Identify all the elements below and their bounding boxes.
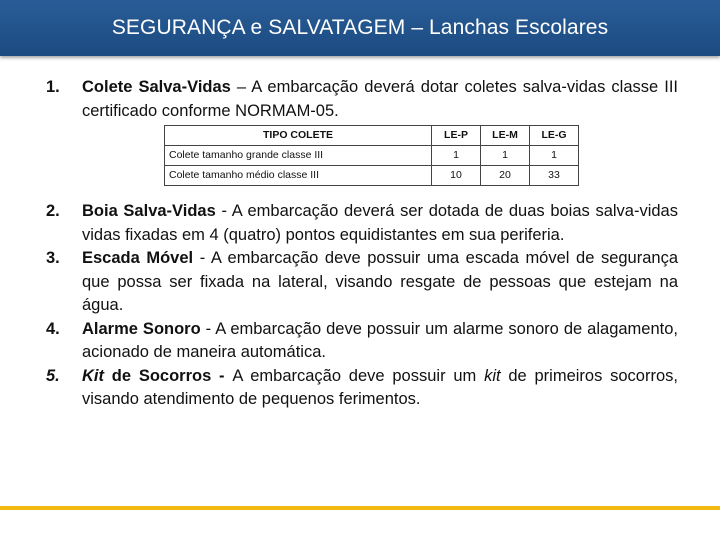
item-text-italic: kit [484, 366, 501, 385]
list-item-escada [38, 247, 678, 318]
table-cell: 1 [530, 146, 579, 166]
list-item-boia [38, 200, 678, 247]
item-number: 3. [46, 249, 60, 267]
item-term: Escada Móvel [82, 249, 194, 267]
colete-table [164, 125, 579, 186]
footer-accent-line [0, 506, 720, 510]
list-item-alarme [38, 318, 678, 365]
table-row [165, 166, 579, 186]
list-item-colete [38, 76, 678, 123]
table-cell: 1 [481, 146, 530, 166]
item-number: 1. [46, 78, 60, 96]
item-separator: - [200, 319, 216, 338]
item-text: de primeiros socorros, visando atendimento de pequenos ferimentos. [82, 366, 678, 408]
item-separator: - [215, 202, 232, 220]
table-header-cell: LE-G [530, 126, 579, 146]
list-item-kit [38, 365, 678, 412]
table-header-cell: TIPO COLETE [165, 126, 432, 146]
table-header-cell: LE-P [432, 126, 481, 146]
item-text: A embarcação deverá ser dotada de duas boias salva-vidas vidas fixadas em 4 (quatro) pontos equidistantes em sua periferia. [82, 202, 678, 244]
item-term-italic: Kit [82, 366, 104, 385]
item-number: 5. [46, 366, 60, 385]
slide-title: SEGURANÇA e SALVATAGEM – Lanchas Escolares [111, 16, 609, 39]
item-separator: - [211, 366, 233, 385]
table-cell: 10 [432, 166, 481, 186]
item-separator: – [230, 78, 252, 96]
item-text: A embarcação deve possuir um alarme sonoro de alagamento, acionado de maneira automática. [82, 319, 678, 361]
table-cell: 1 [432, 146, 481, 166]
slide-content [38, 76, 678, 412]
table-cell: 33 [530, 166, 579, 186]
item-text: A embarcação deverá dotar coletes salva-vidas classe III certificado conforme NORMAM-05. [82, 78, 678, 120]
item-separator: - [193, 249, 211, 267]
item-text: A embarcação deve possuir um [232, 366, 485, 385]
table-header-cell: LE-M [481, 126, 530, 146]
item-term: Alarme Sonoro [82, 319, 201, 338]
slide-header [0, 0, 720, 56]
table-cell: Colete tamanho médio classe III [165, 166, 432, 186]
table-cell: 20 [481, 166, 530, 186]
colete-table-wrapper [164, 125, 678, 186]
item-term: Colete Salva-Vidas [82, 78, 231, 96]
table-row [165, 146, 579, 166]
table-header-row [165, 126, 579, 146]
item-term: de Socorros [104, 366, 212, 385]
item-term: Boia Salva-Vidas [82, 202, 216, 220]
table-cell: Colete tamanho grande classe III [165, 146, 432, 166]
item-text: A embarcação deve possuir uma escada móvel de segurança que possa ser fixada na lateral, visando resgate de pessoas que estejam na água. [82, 249, 678, 314]
item-number: 2. [46, 202, 60, 220]
item-number: 4. [46, 319, 60, 338]
